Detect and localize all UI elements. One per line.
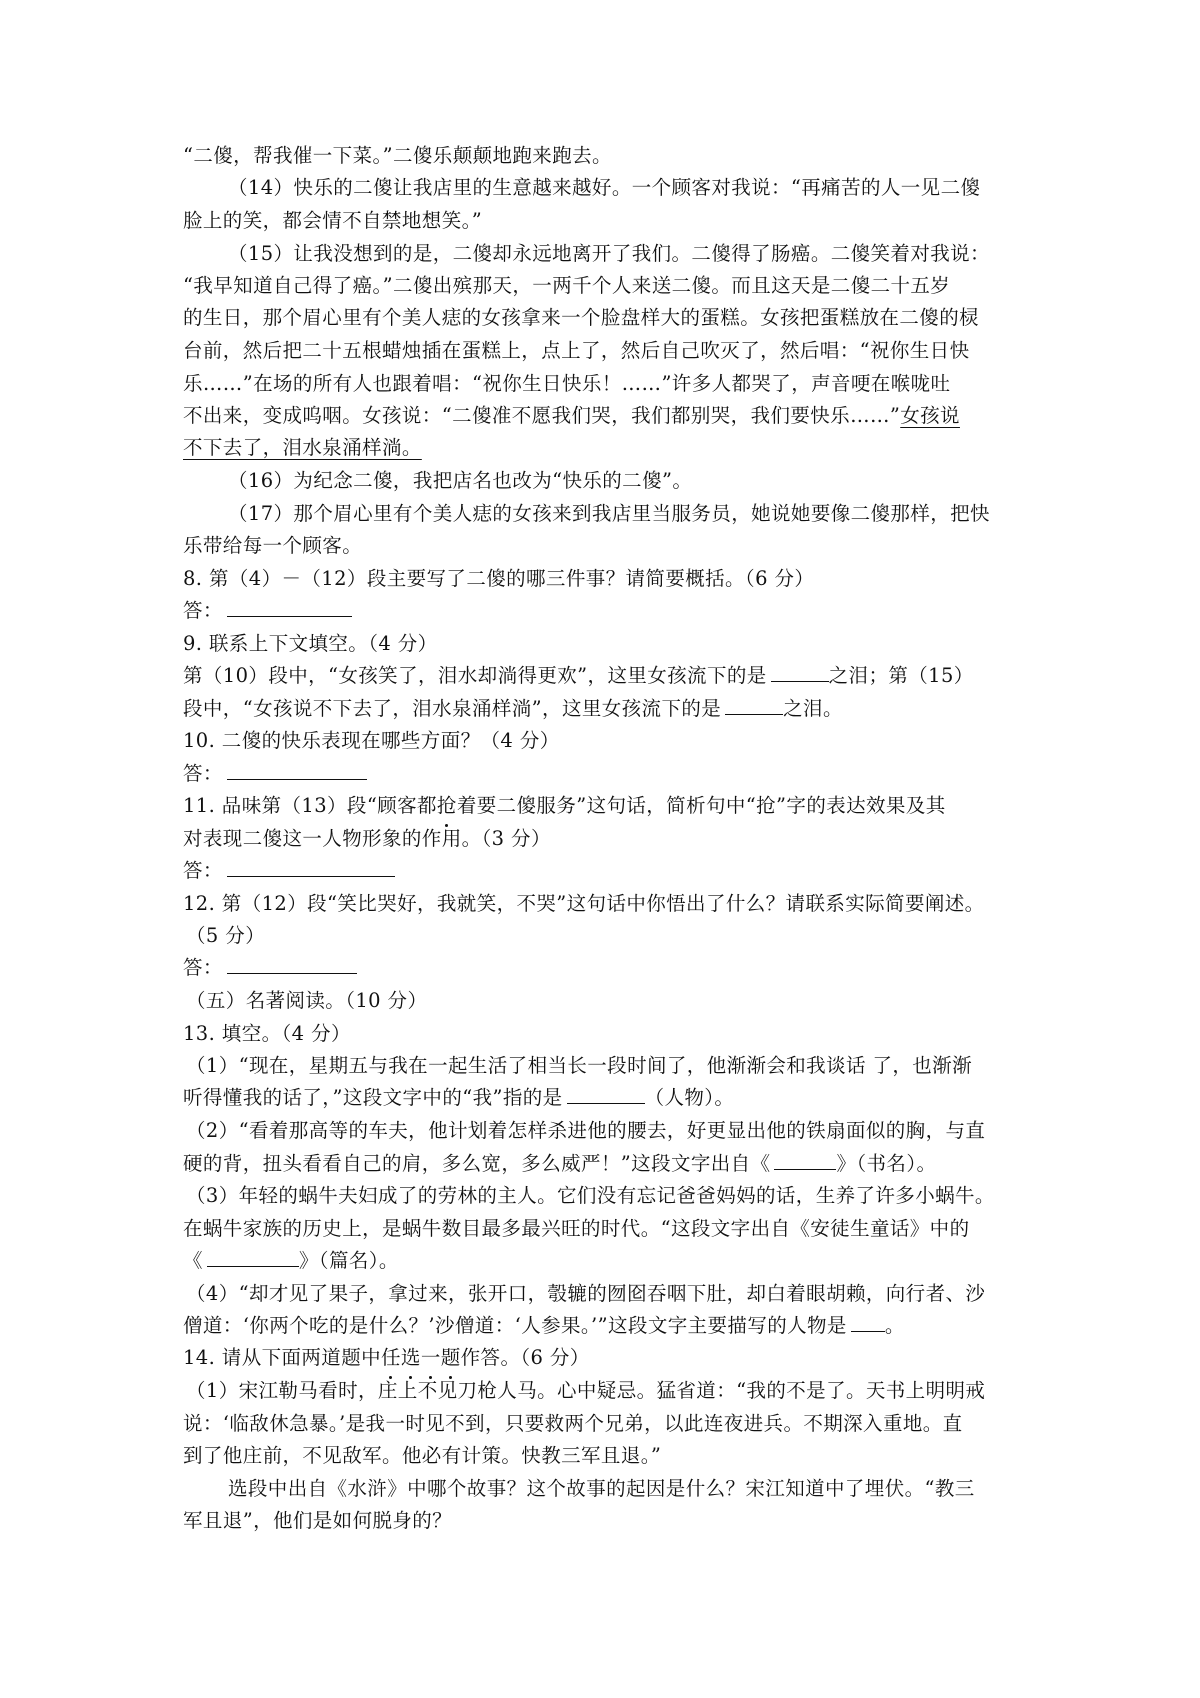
paragraph-15-line-3: 的生日，那个眉心里有个美人痣的女孩拿来一个脸盘样大的蛋糕。女孩把蛋糕放在二傻的棂 <box>183 306 980 329</box>
paragraph-17-line-2: 乐带给每一个顾客。 <box>183 534 363 557</box>
paragraph-15-line-4: 台前，然后把二十五根蜡烛插在蛋糕上，点上了，然后自己吹灭了，然后唱：“祝你生日快 <box>183 339 970 362</box>
q9-text-c: 段中，“女孩说不下去了，泪水泉涌样淌”，这里女孩流下的是 <box>183 697 722 720</box>
emphasis-char: 题 <box>441 1342 461 1370</box>
q13-3-line-2: 在蜗牛家族的历史上，是蜗牛数目最多最兴旺的时代。“这段文字出自《安徒生童话》中的 <box>183 1217 970 1240</box>
q13-3-blank[interactable] <box>207 1246 299 1267</box>
question-11 <box>183 790 946 818</box>
q13-2-blank[interactable] <box>774 1149 836 1170</box>
q11-text-a: 11. 品味第（13）段“顾客都 <box>183 794 437 817</box>
q14-1-line-3: 到了他庄前，不见敌军。他必有计策。快教三军且退。” <box>183 1444 662 1467</box>
question-9-line-2 <box>183 693 843 721</box>
q9-blank-2[interactable] <box>725 694 783 715</box>
paragraph-15-line-5: 乐……”在场的所有人也跟着唱：“祝你生日快乐！……”许多人都哭了，声音哽在喉咙吐 <box>183 372 951 395</box>
q13-4-text-a: 僧道：‘你两个吃的是什么？’沙僧道：‘人参果。’”这段文字主要描写的人物是 <box>183 1314 847 1337</box>
q13-3-text-a: 《 <box>183 1249 203 1272</box>
question-9-line-1 <box>183 660 974 688</box>
q13-4-line-2 <box>183 1310 905 1338</box>
paragraph-16: （16）为纪念二傻，我把店名也改为“快乐的二傻”。 <box>228 469 693 492</box>
paragraph-15-text: 不出来，变成呜咽。女孩说：“二傻准不愿我们哭，我们都别哭，我们要快乐……” <box>183 404 901 427</box>
answer-label: 答： <box>183 762 223 785</box>
section-5-heading: （五）名著阅读。（10 分） <box>186 989 428 1012</box>
q13-3-text-b: 》（篇名）。 <box>298 1249 399 1272</box>
paragraph-13-end: “二傻，帮我催一下菜。”二傻乐颠颠地跑来跑去。 <box>183 144 612 167</box>
paragraph-15-line-2: “我早知道自己得了癌。”二傻出殡那天，一两千个人来送二傻。而且这天是二傻二十五岁 <box>183 274 951 297</box>
q14-1-question-line-1: 选段中出自《水浒》中哪个故事？这个故事的起因是什么？宋江知道中了埋伏。“教三 <box>228 1477 975 1500</box>
question-14 <box>183 1342 590 1370</box>
q14-1-question-line-2: 军且退”，他们是如何脱身的？ <box>183 1509 453 1532</box>
q13-4-blank[interactable] <box>851 1311 885 1332</box>
answer-12 <box>183 952 357 980</box>
q13-1-blank[interactable] <box>567 1083 645 1104</box>
emphasis-char: 任 <box>381 1342 401 1370</box>
q9-text-a: 第（10）段中，“女孩笑了，泪水却淌得更欢”，这里女孩流下的是 <box>183 664 767 687</box>
answer-12-blank[interactable] <box>227 953 357 974</box>
q14-text-b: 作答。（6 分） <box>460 1346 590 1369</box>
q13-2-text-a: 硬的背，扭头看看自己的肩，多么宽，多么威严！”这段文字出自《 <box>183 1152 771 1175</box>
q9-blank-1[interactable] <box>771 661 829 682</box>
question-9: 9. 联系上下文填空。（4 分） <box>183 632 438 655</box>
answer-10-blank[interactable] <box>227 759 367 780</box>
answer-11 <box>183 855 395 883</box>
q14-1-line-1: （1）宋江勒马看时，庄上不见刀枪人马。心中疑忌。猛省道：“我的不是了。天书上明明戒 <box>186 1379 986 1402</box>
answer-label: 答： <box>183 599 223 622</box>
emphasis-char: 抢 <box>437 790 457 818</box>
question-12-score: （5 分） <box>186 924 266 947</box>
q9-text-d: 之泪。 <box>783 697 843 720</box>
paragraph-14-line-2: 脸上的笑，都会情不自禁地想笑。” <box>183 209 483 232</box>
q13-4-line-1: （4）“却才见了果子，拿过来，张开口，彀辘的囫囵吞咽下肚，却白着眼胡赖，向行者、沙 <box>186 1282 986 1305</box>
answer-10 <box>183 758 367 786</box>
question-10: 10. 二傻的快乐表现在哪些方面？（4 分） <box>183 729 560 752</box>
answer-8 <box>183 595 352 623</box>
q13-3-line-3 <box>183 1245 399 1273</box>
question-11-line-2: 对表现二傻这一人物形象的作用。（3 分） <box>183 827 551 850</box>
emphasis-char: 一 <box>421 1342 441 1370</box>
question-12: 12. 第（12）段“笑比哭好，我就笑，不哭”这句话中你悟出了什么？请联系实际简要阐述。 <box>183 892 985 915</box>
q9-text-b: 之泪；第（15） <box>828 664 974 687</box>
question-13: 13. 填空。（4 分） <box>183 1022 351 1045</box>
answer-11-blank[interactable] <box>227 856 395 877</box>
q13-2-line-1: （2）“看着那高等的车夫，他计划着怎样杀进他的腰去，好更显出他的铁扇面似的胸，与直 <box>186 1119 986 1142</box>
question-8: 8. 第（4）－（12）段主要写了二傻的哪三件事？请简要概括。（6 分） <box>183 567 815 590</box>
underlined-sentence-start: 女孩说 <box>900 404 960 427</box>
paragraph-17-line-1: （17）那个眉心里有个美人痣的女孩来到我店里当服务员，她说她要像二傻那样，把快 <box>228 502 990 525</box>
paragraph-14-line-1: （14）快乐的二傻让我店里的生意越来越好。一个顾客对我说：“再痛苦的人一见二傻 <box>228 176 981 199</box>
q13-1-text-b: （人物）。 <box>644 1086 735 1109</box>
q13-1-line-1: （1）“现在，星期五与我在一起生活了相当长一段时间了，他渐渐会和我谈话 了，也渐渐 <box>186 1054 972 1077</box>
q11-text-b: 着要二傻服务”这句话，简析句中“抢”字的表达效果及其 <box>456 794 946 817</box>
answer-8-blank[interactable] <box>227 596 352 617</box>
q14-1-line-2: 说：‘临敌休急暴。’是我一时见不到，只要救两个兄弟，以此连夜进兵。不期深入重地。直 <box>183 1412 963 1435</box>
q13-2-text-b: 》（书名）。 <box>836 1152 937 1175</box>
q13-1-line-2 <box>183 1082 734 1110</box>
q14-text-a: 14. 请从下面两道题中 <box>183 1346 382 1369</box>
q13-4-text-b: 。 <box>884 1314 905 1337</box>
q13-1-text-a: 听得懂我的话了，”这段文字中的“我”指的是 <box>183 1086 563 1109</box>
q13-2-line-2 <box>183 1148 936 1176</box>
answer-label: 答： <box>183 956 223 979</box>
paragraph-15-line-6 <box>183 400 960 428</box>
paragraph-15-line-1: （15）让我没想到的是，二傻却永远地离开了我们。二傻得了肠癌。二傻笑着对我说： <box>228 242 990 265</box>
emphasis-char: 选 <box>401 1342 421 1370</box>
q13-3-line-1: （3）年轻的蜗牛夫妇成了的劳林的主人。它们没有忘记爸爸妈妈的话，生养了许多小蜗牛。 <box>186 1184 995 1207</box>
answer-label: 答： <box>183 859 223 882</box>
underlined-sentence-end: 不下去了，泪水泉涌样淌。 <box>183 436 422 459</box>
